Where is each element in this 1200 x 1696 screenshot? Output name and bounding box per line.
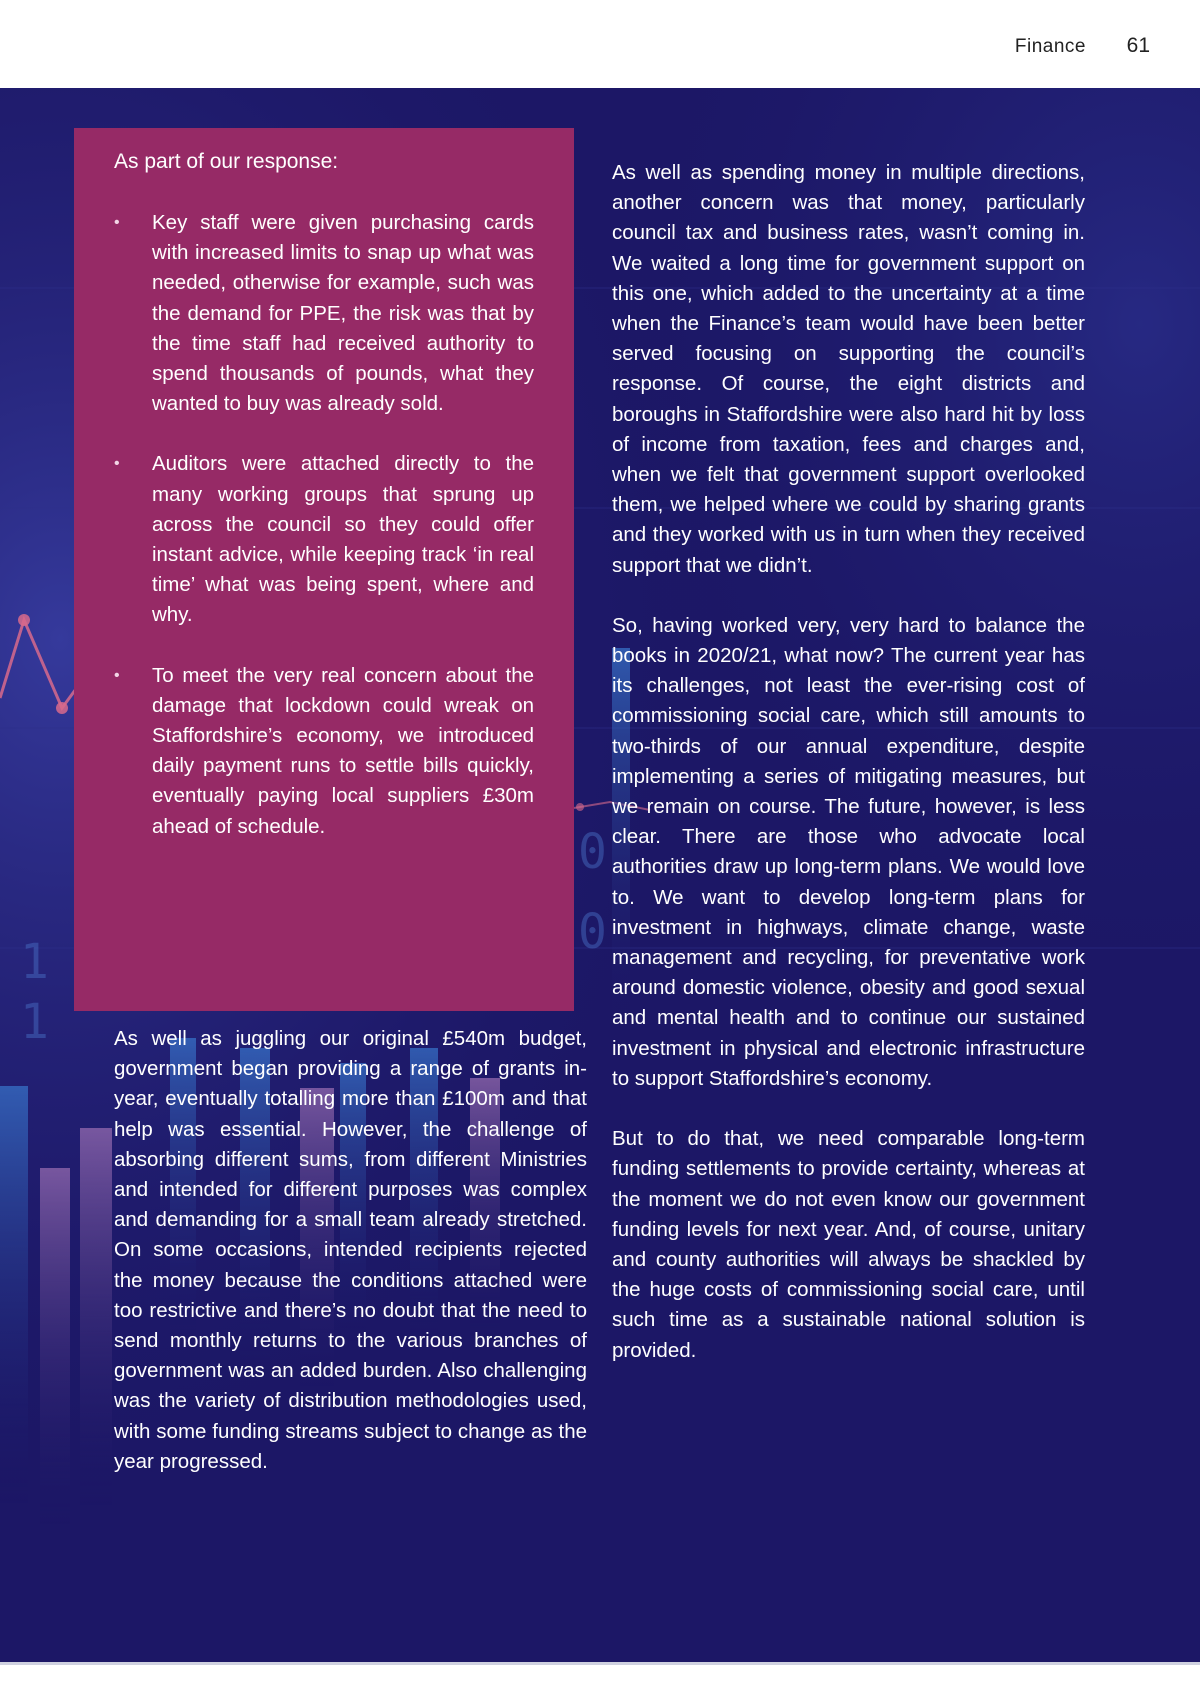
section-title: Finance — [1014, 36, 1086, 57]
bullet-text: Key staff were given purchasing cards with increased limits to snap up what was needed, otherwise for example, such was the demand for PPE, the risk was that by the time staff had received authority to spend thousands of pounds, what they wanted to buy was already sold. — [152, 211, 534, 416]
svg-text:1: 1 — [20, 934, 49, 990]
body-paragraph: As well as spending money in multiple directions, another concern was that money, particularly council tax and business rates, wasn’t coming in. We waited a long time for government support on this one, which added to the uncertainty at a time when the Finance’s team would have been better served focusing on supporting the council’s response. Of course, the eight districts and boroughs in Staffordshire were also hard hit by loss of income from taxation, fees and charges and, when we felt that government support overlooked them, we helped where we could by sharing grants and they worked with us in turn when they received support that we didn’t. — [612, 161, 1085, 577]
bullet-item — [114, 661, 534, 842]
svg-text:1: 1 — [20, 994, 49, 1050]
bullet-dot-icon: • — [114, 455, 120, 473]
body-paragraph: As well as juggling our original £540m budget, government began providing a range of grants in-year, eventually totalling more than £100m and that help was essential. However, the challenge of absorbing different sums, from different Ministries and intended for different purposes was complex and demanding for a small team already stretched. On some occasions, intended recipients rejected the money because the conditions attached were too restrictive and there’s no doubt that the need to send monthly returns to the various branches of government was an added burden. Also challenging was the variety of distribution methodologies used, with some funding streams subject to change as the year progressed. — [114, 1027, 587, 1473]
right-text-column — [612, 158, 1085, 1396]
body-paragraph: So, having worked very, very hard to balance the books in 2020/21, what now? The current year has its challenges, not least the ever-rising cost of commissioning social care, which still amounts to two-thirds of our annual expenditure, despite implementing a series of mitigating measures, but we remain on course. The future, however, is less clear. There are those who advocate local authorities draw up long-term plans. We would love to. We want to develop long-term plans for investment in highways, climate change, waste management and recycling, for preventative work around domestic violence, obesity and good sexual and mental health and to continue our sustained investment in physical and electronic infrastructure to support Staffordshire’s economy. — [612, 613, 1085, 1090]
page-number: 61 — [1126, 34, 1150, 57]
svg-text:0: 0 — [578, 824, 607, 880]
bullet-dot-icon: • — [114, 666, 120, 684]
svg-text:0: 0 — [578, 904, 607, 960]
response-callout-box — [74, 128, 574, 1011]
response-bullet-list — [114, 208, 534, 872]
bullet-text: To meet the very real concern about the damage that lockdown could wreak on Staffordshire’s economy, we introduced daily payment runs to settle bills quickly, eventually paying local suppliers £30m ahead of schedule. — [152, 663, 534, 838]
body-paragraph: But to do that, we need comparable long-term funding settlements to provide certainty, whereas at the moment we do not even know our government funding levels for next year. And, of course, unitary and county authorities will always be shackled by the huge costs of commissioning social care, until such time as a sustainable national solution is provided. — [612, 1127, 1085, 1362]
footer-divider — [0, 1662, 1200, 1665]
bullet-item — [114, 449, 534, 630]
callout-intro: As part of our response: — [114, 150, 339, 173]
bullet-text: Auditors were attached directly to the many working groups that sprung up across the council so they could offer instant advice, while keeping track ‘in real time’ what was being spent, where and why. — [152, 452, 534, 627]
bullet-item — [114, 208, 534, 419]
page-header — [0, 0, 1200, 88]
left-text-column — [114, 1024, 587, 1507]
bullet-dot-icon: • — [114, 214, 120, 231]
